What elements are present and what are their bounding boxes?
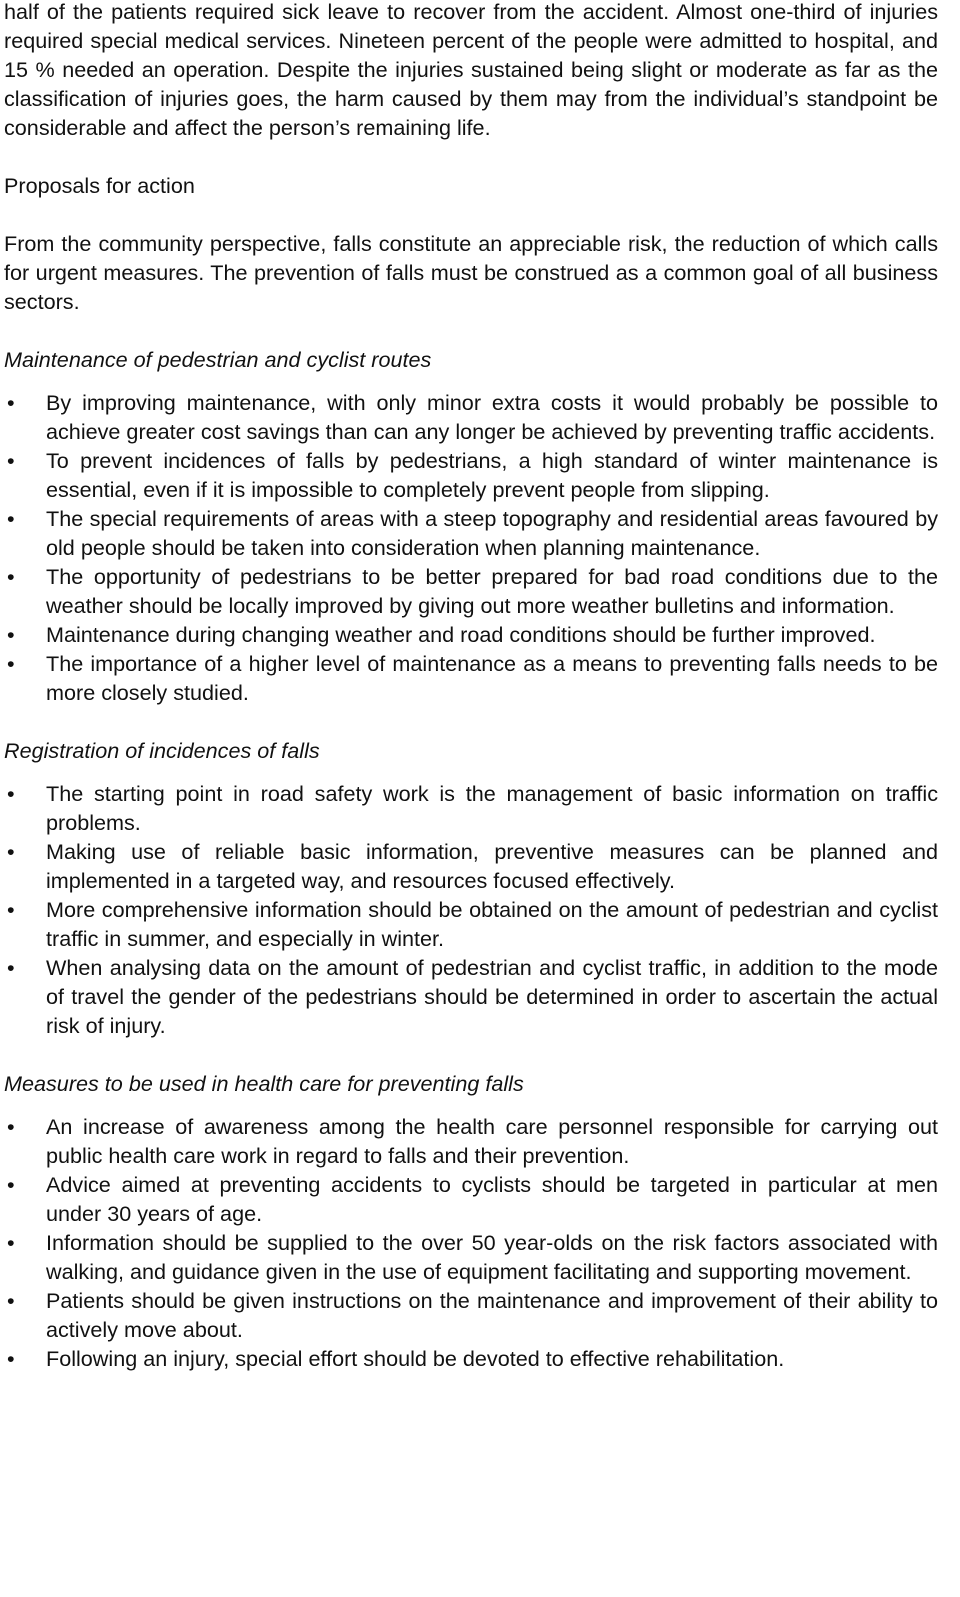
bullet-icon: • (7, 390, 15, 415)
list-item-text: The importance of a higher level of maintenance as a means to preventing falls needs to be more closely studied. (46, 651, 938, 705)
bullet-icon: • (7, 448, 15, 473)
bullet-icon: • (7, 1346, 15, 1371)
list-item (4, 649, 938, 707)
list-item (4, 779, 938, 837)
registration-bullet-list (4, 779, 938, 1040)
list-item (4, 1170, 938, 1228)
list-item-text: To prevent incidences of falls by pedestrians, a high standard of winter maintenance is essential, even if it is impossible to completely prevent people from slipping. (46, 448, 938, 502)
list-item-text: Information should be supplied to the over 50 year-olds on the risk factors associated with walking, and guidance given in the use of equipment facilitating and supporting movement. (46, 1230, 938, 1284)
bullet-icon: • (7, 651, 15, 676)
maintenance-bullet-list (4, 388, 938, 707)
list-item-text: Following an injury, special effort should be devoted to effective rehabilitation. (46, 1346, 785, 1371)
list-item-text: When analysing data on the amount of pedestrian and cyclist traffic, in addition to the mode of travel the gender of the pedestrians should be determined in order to ascertain the actual risk of injury. (46, 955, 938, 1038)
bullet-icon: • (7, 506, 15, 531)
section-heading-maintenance: Maintenance of pedestrian and cyclist routes (4, 347, 432, 372)
bullet-icon: • (7, 1172, 15, 1197)
bullet-icon: • (7, 781, 15, 806)
list-item (4, 504, 938, 562)
list-item (4, 895, 938, 953)
list-item (4, 1112, 938, 1170)
list-item (4, 446, 938, 504)
list-item-text: The opportunity of pedestrians to be better prepared for bad road conditions due to the weather should be locally improved by giving out more weather bulletins and information. (46, 564, 938, 618)
document-page (4, 0, 938, 1373)
list-item (4, 388, 938, 446)
bullet-icon: • (7, 839, 15, 864)
bullet-icon: • (7, 1288, 15, 1313)
bullet-icon: • (7, 897, 15, 922)
bullet-icon: • (7, 955, 15, 980)
list-item (4, 620, 938, 649)
list-item (4, 562, 938, 620)
list-item-text: Patients should be given instructions on the maintenance and improvement of their ability to actively move about. (46, 1288, 938, 1342)
bullet-icon: • (7, 1114, 15, 1139)
list-item (4, 953, 938, 1040)
list-item (4, 1344, 938, 1373)
list-item-text: The special requirements of areas with a steep topography and residential areas favoured by old people should be taken into consideration when planning maintenance. (46, 506, 938, 560)
bullet-icon: • (7, 1230, 15, 1255)
list-item (4, 1228, 938, 1286)
list-item-text: Advice aimed at preventing accidents to cyclists should be targeted in particular at men under 30 years of age. (46, 1172, 938, 1226)
list-item-text: By improving maintenance, with only minor extra costs it would probably be possible to achieve greater cost savings than can any longer be achieved by preventing traffic accidents. (46, 390, 938, 444)
bullet-icon: • (7, 564, 15, 589)
list-item-text: Making use of reliable basic information, preventive measures can be planned and implemented in a targeted way, and resources focused effectively. (46, 839, 938, 893)
proposals-paragraph: From the community perspective, falls constitute an appreciable risk, the reduction of which calls for urgent measures. The prevention of falls must be construed as a common goal of all business sectors. (4, 231, 938, 314)
health-care-bullet-list (4, 1112, 938, 1373)
bullet-icon: • (7, 622, 15, 647)
list-item-text: The starting point in road safety work is the management of basic information on traffic problems. (46, 781, 938, 835)
intro-paragraph: half of the patients required sick leave to recover from the accident. Almost one-third of injuries required special medical services. Nineteen percent of the people were admitted to hospital, and 15 % needed an operation. Despite the injuries sustained being slight or moderate as far as the classification of injuries goes, the harm caused by them may from the individual’s standpoint be considerable and affect the person’s remaining life. (4, 0, 938, 140)
proposals-heading: Proposals for action (4, 173, 195, 198)
list-item-text: More comprehensive information should be obtained on the amount of pedestrian and cyclist traffic in summer, and especially in winter. (46, 897, 938, 951)
list-item-text: An increase of awareness among the health care personnel responsible for carrying out public health care work in regard to falls and their prevention. (46, 1114, 938, 1168)
list-item (4, 1286, 938, 1344)
section-heading-registration: Registration of incidences of falls (4, 738, 320, 763)
list-item (4, 837, 938, 895)
section-heading-health-care: Measures to be used in health care for preventing falls (4, 1071, 524, 1096)
list-item-text: Maintenance during changing weather and road conditions should be further improved. (46, 622, 876, 647)
